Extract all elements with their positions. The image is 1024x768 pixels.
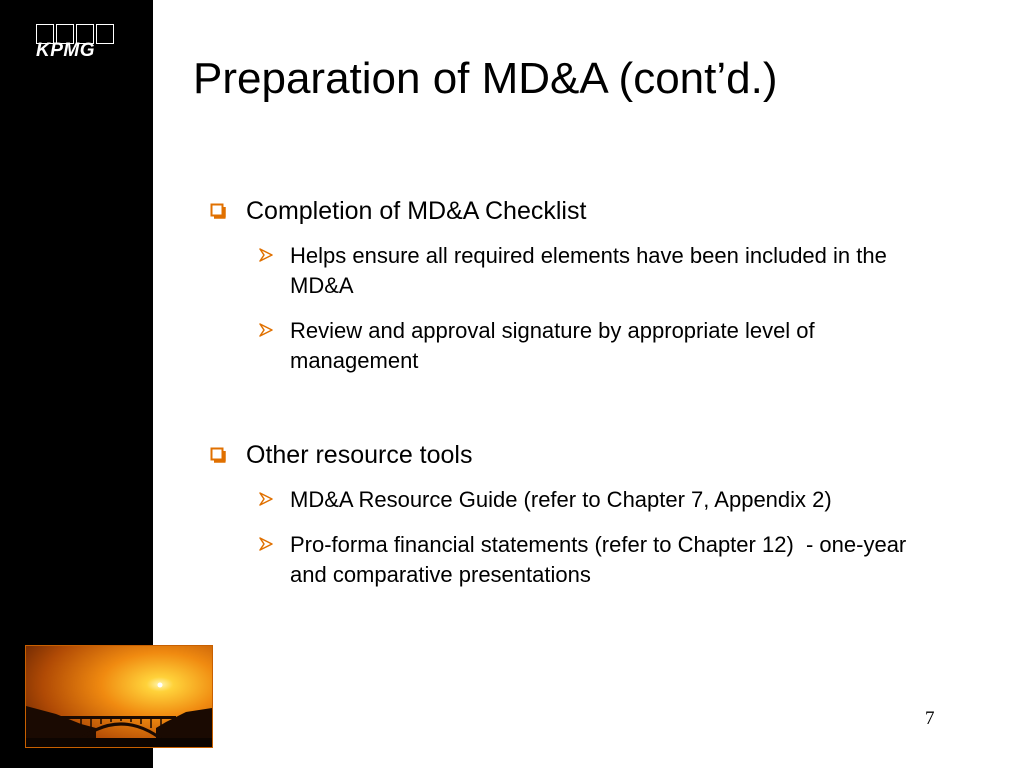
section-heading-text: Other resource tools	[246, 441, 473, 469]
arrowhead-bullet-icon	[258, 322, 274, 338]
hollow-square-bullet-icon	[210, 203, 228, 220]
list-item-text: Pro-forma financial statements (refer to Chapter 12) - one-year and comparative presentations	[290, 532, 913, 587]
slide-title: Preparation of MD&A (cont’d.)	[193, 54, 778, 103]
list-item-text: Review and approval signature by appropriate level of management	[290, 318, 815, 373]
page-number: 7	[925, 708, 935, 729]
kpmg-logo	[30, 24, 116, 64]
sidebar	[0, 0, 153, 768]
sunset-bridge-image	[25, 645, 213, 748]
list-item-text: Helps ensure all required elements have been included in the MD&A	[290, 243, 887, 298]
section-heading-text: Completion of MD&A Checklist	[246, 197, 587, 225]
arrowhead-bullet-icon	[258, 491, 274, 507]
list-item-text: MD&A Resource Guide (refer to Chapter 7, Appendix 2)	[290, 487, 832, 512]
arrowhead-bullet-icon	[258, 536, 274, 552]
logo-text: KPMG	[36, 40, 95, 61]
hollow-square-bullet-icon	[210, 447, 228, 464]
arrowhead-bullet-icon	[258, 247, 274, 263]
